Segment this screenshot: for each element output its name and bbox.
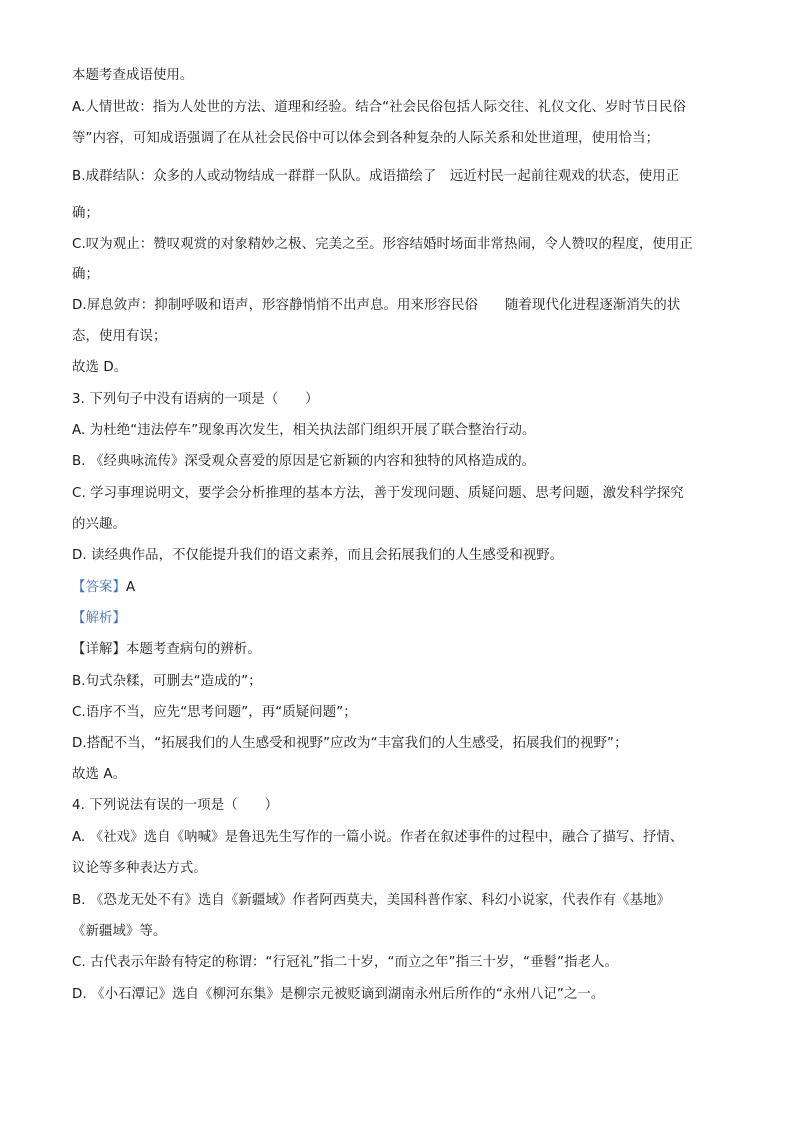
analysis-line — [72, 609, 126, 629]
text-line: B.句式杂糅，可删去“造成的”； — [72, 674, 262, 689]
text-line: D.屏息敛声：抑制呼吸和语声，形容静悄悄不出声息。用来形容民俗 随着现代化进程逐渐消失的状 — [72, 298, 681, 313]
answer-line — [72, 578, 135, 598]
text-line: C.叹为观止：赞叹观赏的对象精妙之极、完美之至。形容结婚时场面非常热闹，令人赞叹的程度，使用正 — [72, 237, 693, 252]
text-line: 确； — [72, 267, 99, 282]
answer-value: A — [125, 580, 136, 595]
detail-value: 本题考查病句的辨析。 — [125, 642, 261, 657]
text-line: 本题考查成语使用。 — [72, 68, 194, 83]
answer-tag: 【答案】 — [72, 580, 126, 595]
question-3-option-c: C. 学习事理说明文，要学会分析推理的基本方法，善于发现问题、质疑问题、思考问题，激发科学探究 — [72, 486, 684, 501]
question-4-option-b: B. 《恐龙无处不有》选自《新疆域》作者阿西莫夫，美国科普作家、科幻小说家，代表作有《基地》 — [72, 893, 671, 908]
analysis-tag: 【解析】 — [72, 611, 126, 626]
text-line: C.语序不当，应先“思考问题”，再“质疑问题”； — [72, 705, 357, 720]
question-4-stem: 4. 下列说法有误的一项是（ ） — [72, 798, 279, 813]
text-line: 《新疆域》等。 — [72, 924, 167, 939]
question-3-option-b: B. 《经典咏流传》深受观众喜爱的原因是它新颖的内容和独特的风格造成的。 — [72, 454, 536, 469]
detail-line — [72, 640, 261, 660]
text-line: B.成群结队：众多的人或动物结成一群群一队队。成语描绘了 远近村民一起前往观戏的状态，使用正 — [72, 169, 680, 184]
question-4-option-d: D. 《小石潭记》选自《柳河东集》是柳宗元被贬谪到湖南永州后所作的“永州八记”之一。 — [72, 987, 605, 1002]
question-4-option-a: A. 《社戏》选自《呐喊》是鲁迅先生写作的一篇小说。作者在叙述事件的过程中，融合了描写、抒情、 — [72, 830, 684, 845]
question-3-stem: 3. 下列句子中没有语病的一项是（ ） — [72, 392, 319, 407]
text-line: D.搭配不当，“拓展我们的人生感受和视野”应改为“丰富我们的人生感受，拓展我们的视野”； — [72, 736, 628, 751]
text-line: 议论等多种表达方式。 — [72, 861, 207, 876]
text-line: A.人情世故：指为人处世的方法、道理和经验。结合“社会民俗包括人际交往、礼仪文化、岁时节日民俗 — [72, 100, 687, 115]
text-line: 确； — [72, 206, 99, 221]
text-line: 故选 D。 — [72, 360, 128, 375]
question-4-option-c: C. 古代表示年龄有特定的称谓：“行冠礼”指二十岁，“而立之年”指三十岁，“垂髫”指老人。 — [72, 955, 619, 970]
detail-tag: 【详解】 — [72, 642, 126, 657]
text-line: 等”内容，可知成语强调了在从社会民俗中可以体会到各种复杂的人际关系和处世道理，使用恰当； — [72, 131, 660, 146]
text-line: 的兴趣。 — [72, 517, 126, 532]
text-line: 态，使用有误； — [72, 329, 167, 344]
question-3-option-d: D. 读经典作品，不仅能提升我们的语文素养，而且会拓展我们的人生感受和视野。 — [72, 548, 564, 563]
text-line: 故选 A。 — [72, 767, 127, 782]
question-3-option-a: A. 为杜绝“违法停车”现象再次发生，相关执法部门组织开展了联合整治行动。 — [72, 423, 536, 438]
